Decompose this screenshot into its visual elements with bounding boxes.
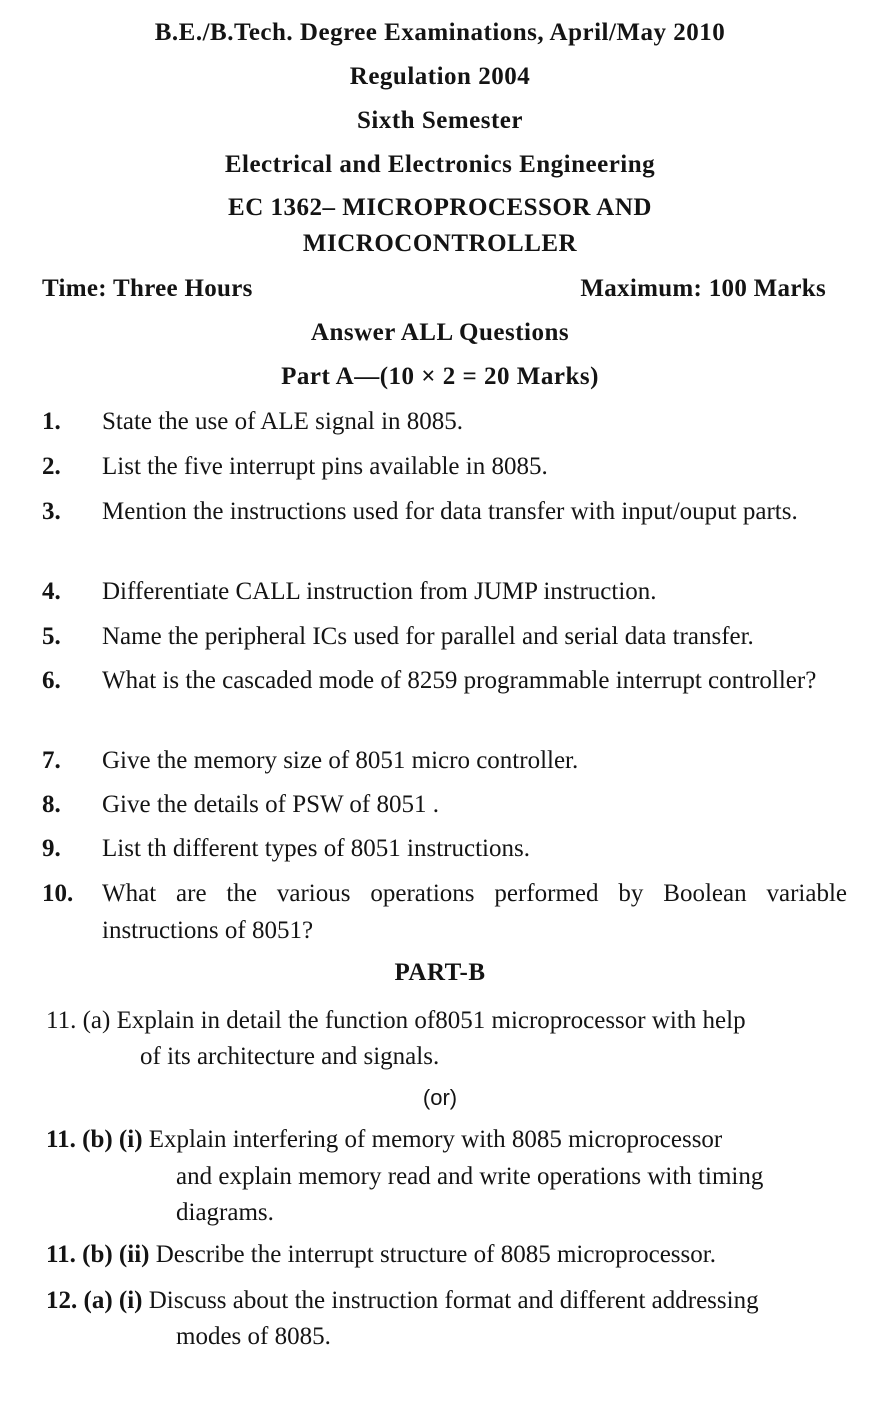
question-number: 6.: [42, 667, 61, 694]
question-text: List th different types of 8051 instructions.: [102, 835, 530, 862]
instruction: Answer ALL Questions: [310, 319, 570, 346]
question-text: Name the peripheral ICs used for parallel and serial data transfer.: [102, 623, 754, 650]
question-label: 11. (b) (ii): [46, 1241, 150, 1268]
question-number: 8.: [42, 791, 61, 818]
part-a-title: Part A—(10 × 2 = 20 Marks): [281, 363, 599, 390]
regulation: Regulation 2004: [349, 63, 531, 90]
time-label: Time: Three Hours: [42, 275, 253, 302]
question-number: 1.: [42, 408, 61, 435]
subject-line-1: EC 1362– MICROPROCESSOR AND: [228, 194, 652, 221]
question-11b-ii: [46, 1236, 716, 1273]
question-number: 5.: [42, 623, 61, 650]
question-11b-i-line-3: diagrams.: [176, 1199, 274, 1226]
question-text: Describe the interrupt structure of 8085 microprocessor.: [155, 1241, 716, 1268]
question-label: 11. (b) (i): [46, 1126, 143, 1153]
question-label: 11. (a): [46, 1007, 111, 1034]
question-text: What is the cascaded mode of 8259 programmable interrupt controller?: [102, 667, 817, 694]
exam-title: B.E./B.Tech. Degree Examinations, April/May 2010: [154, 19, 726, 46]
question-11a: [46, 1002, 746, 1039]
department: Electrical and Electronics Engineering: [224, 151, 656, 178]
question-11a-line-2: of its architecture and signals.: [140, 1043, 440, 1070]
question-label: 12. (a) (i): [46, 1287, 143, 1314]
semester: Sixth Semester: [357, 107, 523, 134]
subject-line-2: MICROCONTROLLER: [302, 230, 578, 257]
max-marks-label: Maximum: 100 Marks: [580, 275, 826, 302]
question-number: 9.: [42, 835, 61, 862]
question-text-line-1: Explain in detail the function of8051 microprocessor with help: [116, 1007, 746, 1034]
question-number: 3.: [42, 498, 61, 525]
part-b-title: PART-B: [394, 959, 486, 986]
question-text: Give the details of PSW of 8051 .: [102, 791, 439, 818]
or-separator: (or): [422, 1085, 458, 1110]
question-text: Mention the instructions used for data transfer with input/ouput parts.: [102, 498, 798, 525]
question-text: Differentiate CALL instruction from JUMP instruction.: [102, 578, 657, 605]
question-12a-i: [46, 1282, 759, 1319]
question-text: List the five interrupt pins available in 8085.: [102, 453, 548, 480]
question-text: State the use of ALE signal in 8085.: [102, 408, 464, 435]
question-number: 4.: [42, 578, 61, 605]
question-11b-i: [46, 1121, 722, 1158]
question-text: What are the various operations performed by Boolean variable instructions of 8051?: [102, 880, 847, 944]
question-text-line-1: Explain interfering of memory with 8085 microprocessor: [148, 1126, 723, 1153]
question-text-line-1: Discuss about the instruction format and different addressing: [148, 1287, 759, 1314]
question-number: 2.: [42, 453, 61, 480]
question-number: 10.: [42, 880, 74, 907]
question-12a-i-line-2: modes of 8085.: [176, 1323, 331, 1350]
question-text: Give the memory size of 8051 micro controller.: [102, 747, 579, 774]
question-number: 7.: [42, 747, 61, 774]
question-11b-i-line-2: and explain memory read and write operations with timing: [176, 1163, 764, 1190]
